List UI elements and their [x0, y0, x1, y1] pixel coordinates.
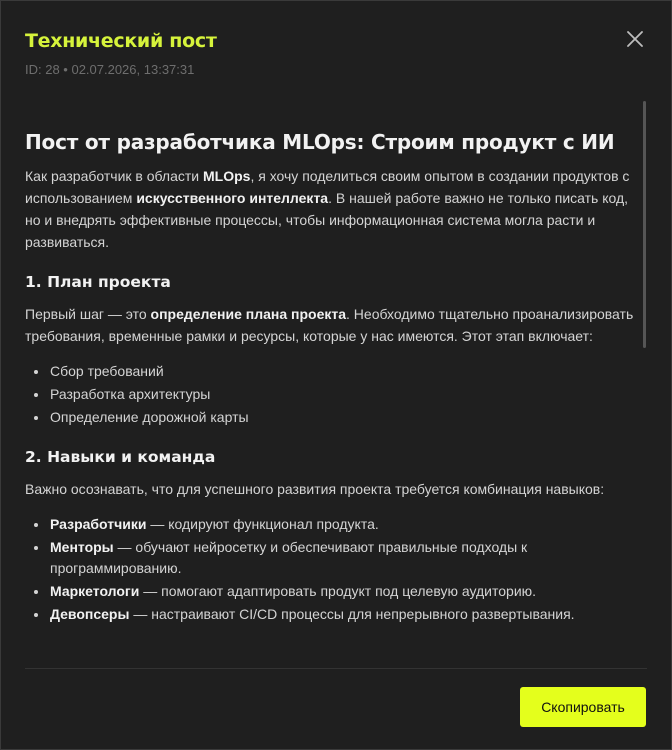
copy-button[interactable]: Скопировать — [520, 687, 646, 727]
post-intro: Как разработчик в области MLOps, я хочу поделиться своим опытом в создании продуктов с использованием искусственного интеллекта. В нашей работе важно не только писать код, но и внедрять эффективные процессы, чтобы информационная система могла расти и развиваться. — [25, 168, 630, 250]
post-title: Пост от разработчика MLOps: Строим продукт с ИИ — [25, 130, 615, 154]
list-item: • Разработка архитектуры — [49, 384, 635, 405]
modal-title: Технический пост — [25, 30, 217, 52]
list-item: • Девопсеры — настраивают CI/CD процессы для непрерывного развертывания. — [49, 604, 635, 625]
post-content[interactable] — [25, 109, 635, 664]
team-list — [25, 514, 635, 625]
section-heading-plan: 1. План проекта — [25, 273, 171, 291]
list-item: • Сбор требований — [49, 361, 635, 382]
list-item: • Менторы — обучают нейросетку и обеспечивают правильные подходы к программированию. — [49, 537, 635, 579]
footer-divider — [25, 668, 647, 669]
scrollbar[interactable] — [643, 101, 646, 661]
section-team-text: Важно осознавать, что для успешного развития проекта требуется комбинация навыков: — [25, 481, 605, 497]
close-icon — [625, 29, 645, 49]
list-item: • Маркетологи — помогают адаптировать продукт под целевую аудиторию. — [49, 581, 635, 602]
post-meta: ID: 28 • 02.07.2026, 13:37:31 — [25, 62, 195, 77]
section-plan-text: Первый шаг — это определение плана проекта. Необходимо тщательно проанализировать требования, временные рамки и ресурсы, которые у нас имеются. Этот этап включает: — [25, 306, 634, 344]
scrollbar-thumb[interactable] — [643, 101, 646, 348]
section-heading-team: 2. Навыки и команда — [25, 448, 216, 466]
close-button[interactable] — [625, 29, 645, 49]
list-item: • Разработчики — кодируют функционал продукта. — [49, 514, 635, 535]
list-item: • Определение дорожной карты — [49, 407, 635, 428]
plan-list — [25, 361, 635, 428]
